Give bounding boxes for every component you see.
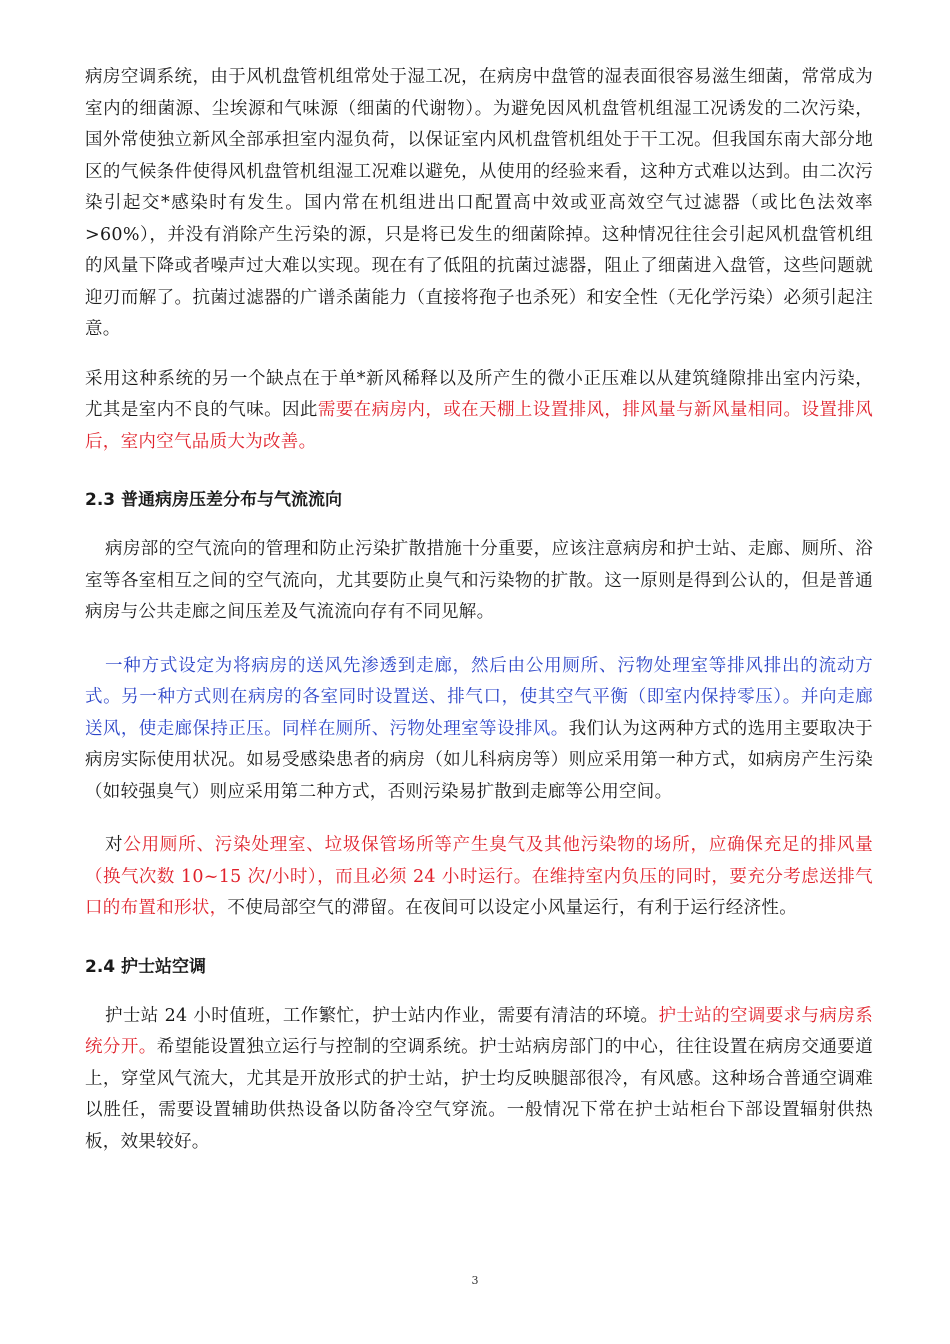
section-heading-2-4: 2.4 护士站空调 bbox=[85, 956, 207, 977]
paragraph-text: 病房空调系统，由于风机盘管机组常处于湿工况，在病房中盘管的湿表面很容易滋生细菌，常常成为室内的细菌源、尘埃源和气味源（细菌的代谢物）。为避免因风机盘管机组湿工况诱发的二次污染，国外常使独立新风全部承担室内湿负荷，以保证室内风机盘管机组处于干工况。但我国东南大部分地区的气候条件使得风机盘管机组湿工况难以避免，从使用的经验来看，这种方式难以达到。由二次污染引起交*感染时有发生。国内常在机组进出口配置高中效或亚高效空气过滤器（或比色法效率>60%），并没有消除产生污染的源，只是将已发生的细菌除掉。这种情况往往会引起风机盘管机组的风量下降或者噪声过大难以实现。现在有了低阻的抗菌过滤器，阻止了细菌进入盘管，这些问题就迎刃而解了。抗菌过滤器的广谱杀菌能力（直接将孢子也杀死）和安全性（无化学污染）必须引起注意。 bbox=[85, 67, 873, 339]
paragraph-text: 希望能设置独立运行与控制的空调系统。护士站病房部门的中心，往往设置在病房交通要道上，穿堂风气流大，尤其是开放形式的护士站，护士均反映腿部很冷，有风感。这种场合普通空调难以胜任，需要设置辅助供热设备以防备冷空气穿流。一般情况下常在护士站柜台下部设置辐射供热板，效果较好。 bbox=[85, 1037, 874, 1152]
paragraph-exhaust-requirement bbox=[85, 364, 873, 459]
highlighted-text-red: 护士站的空调要求与病房系统分开。 bbox=[85, 1005, 873, 1057]
paragraph-text: 采用这种系统的另一个缺点在于单*新风稀释以及所产生的微小正压难以从建筑缝隙排出室内污染，尤其是室内不良的气味。因此 bbox=[85, 368, 873, 420]
paragraph-toilet-exhaust bbox=[85, 830, 873, 925]
paragraph-airflow-management bbox=[85, 534, 873, 629]
highlighted-text-red: 公用厕所、污染处理室、垃圾保管场所等产生臭气及其他污染物的场所，应确保充足的排风量（换气次数 10~15 次/小时），而且必须 24 小时运行。在维持室内负压的同时，要充分考虑送排气口的布置和形状， bbox=[85, 835, 874, 918]
highlighted-text-red: 需要在病房内，或在天棚上设置排风，排风量与新风量相同。设置排风后，室内空气品质大为改善。 bbox=[85, 400, 873, 452]
paragraph-text: 对 bbox=[105, 835, 124, 855]
paragraph-text: 不使局部空气的滞留。在夜间可以设定小风量运行，有利于运行经济性。 bbox=[227, 898, 798, 918]
paragraph-nurse-station bbox=[85, 1001, 873, 1159]
paragraph-two-methods bbox=[85, 651, 873, 809]
paragraph-text: 我们认为这两种方式的选用主要取决于病房实际使用状况。如易受感染患者的病房（如儿科病房等）则应采用第一种方式，如病房产生污染（如较强臭气）则应采用第二种方式，否则污染易扩散到走廊等公用空间。 bbox=[85, 718, 873, 802]
paragraph-text: 病房部的空气流向的管理和防止污染扩散措施十分重要，应该注意病房和护士站、走廊、厕所、浴室等各室相互之间的空气流向，尤其要防止臭气和污染物的扩散。这一原则是得到公认的，但是普通病房与公共走廊之间压差及气流流向存有不同见解。 bbox=[85, 539, 873, 622]
page-number: 3 bbox=[471, 1274, 479, 1287]
paragraph-fan-coil-hygiene bbox=[85, 62, 873, 346]
section-heading-2-3: 2.3 普通病房压差分布与气流流向 bbox=[85, 490, 343, 510]
highlighted-text-blue: 一种方式设定为将病房的送风先渗透到走廊，然后由公用厕所、污物处理室等排风排出的流动方式。另一种方式则在病房的各室同时设置送、排气口，使其空气平衡（即室内保持零压）。并向走廊送风，使走廊保持正压。同样在厕所、污物处理室等设排风。 bbox=[85, 655, 873, 739]
paragraph-text: 护士站 24 小时值班，工作繁忙，护士站内作业，需要有清洁的环境。 bbox=[105, 1005, 659, 1026]
document-page bbox=[85, 62, 873, 1158]
